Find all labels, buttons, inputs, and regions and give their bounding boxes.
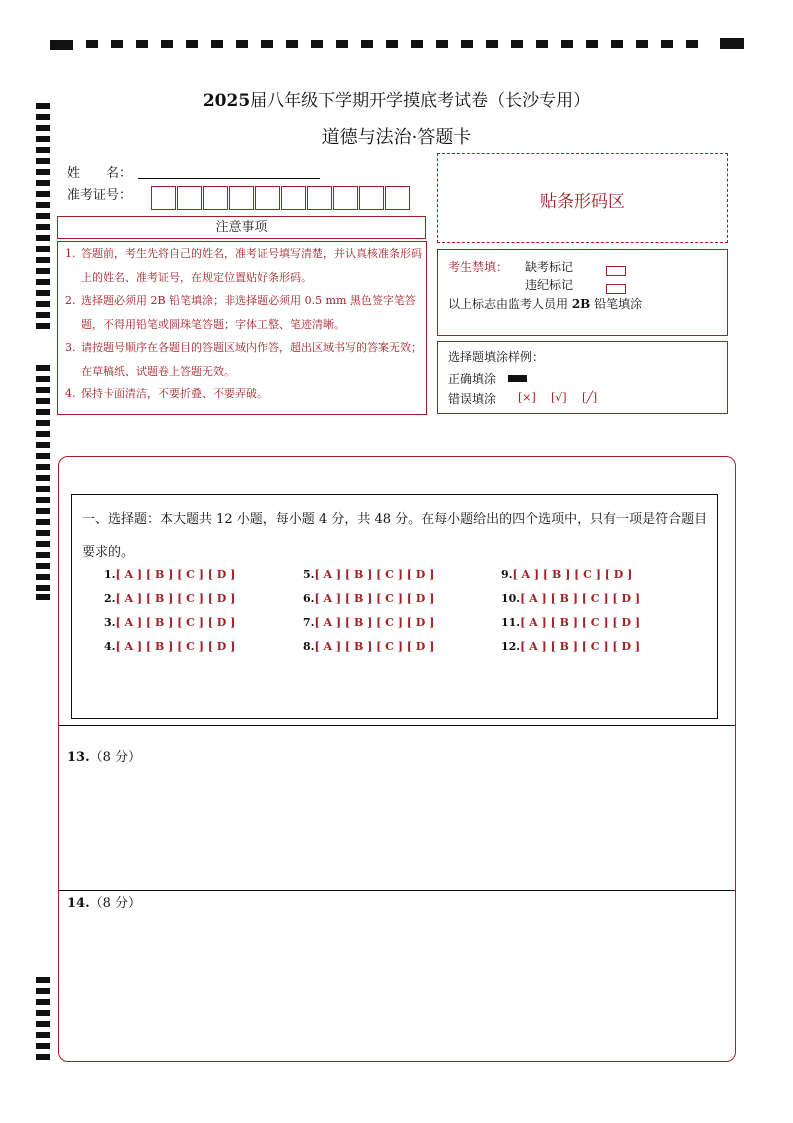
mc-instructions: 一、选择题：本大题共 12 小题，每小题 4 分，共 48 分。在每小题给出的四个选项中，只有一项是符合题目要求的。: [82, 512, 708, 560]
absent-mark[interactable]: [606, 260, 626, 279]
wrong-fill-label: 错误填涂: [448, 392, 497, 406]
mc-question-1[interactable]: 1.[ A ] [ B ] [ C ] [ D ]: [104, 568, 236, 581]
mc-question-11[interactable]: 11.[ A ] [ B ] [ C ] [ D ]: [501, 616, 641, 629]
notice-title: 注意事项: [57, 216, 426, 239]
mc-question-2[interactable]: 2.[ A ] [ B ] [ C ] [ D ]: [104, 592, 236, 605]
id-label: 准考证号：: [67, 188, 133, 203]
name-field[interactable]: [138, 178, 320, 179]
correct-fill-mark: [508, 375, 527, 382]
mc-section: [71, 494, 718, 719]
notice-item: 3. 请按题号顺序在各题目的答题区域内作答，超出区域书写的答案无效；在草稿纸、试题卷上答题无效。: [65, 341, 422, 378]
barcode-label: 贴条形码区: [540, 192, 625, 212]
wrong-mark-cross: [×]: [518, 391, 536, 404]
question-13-answer-area[interactable]: [59, 768, 735, 888]
wrong-mark-check: [√]: [551, 391, 567, 404]
fill-example-title: 选择题填涂样例：: [448, 350, 545, 364]
forbidden-box: [437, 249, 728, 336]
mc-question-10[interactable]: 10.[ A ] [ B ] [ C ] [ D ]: [501, 592, 641, 605]
violation-label: 违纪标记: [525, 278, 574, 292]
mc-question-8[interactable]: 8.[ A ] [ B ] [ C ] [ D ]: [303, 640, 435, 653]
mc-question-3[interactable]: 3.[ A ] [ B ] [ C ] [ D ]: [104, 616, 236, 629]
notice-item: 4. 保持卡面清洁，不要折叠、不要弄破。: [65, 387, 268, 400]
notice-item: 1. 答题前，考生先将自己的姓名，准考证号填写清楚，并认真核准条形码上的姓名、准考证号，在规定位置贴好条形码。: [65, 247, 422, 284]
forbidden-note: 以上标志由监考人员用 2B 铅笔填涂: [448, 297, 643, 311]
absent-label: 缺考标记: [525, 260, 574, 274]
page-title: 2025届八年级下学期开学摸底考试卷（长沙专用）: [202, 91, 591, 111]
mc-question-9[interactable]: 9.[ A ] [ B ] [ C ] [ D ]: [501, 568, 633, 581]
question-14-answer-area[interactable]: [59, 914, 735, 1054]
section-divider: [59, 890, 735, 891]
mc-question-12[interactable]: 12.[ A ] [ B ] [ C ] [ D ]: [501, 640, 641, 653]
forbidden-label: 考生禁填：: [448, 260, 509, 274]
notice-item: 2. 选择题必须用 2B 铅笔填涂；非选择题必须用 0.5 mm 黑色签字笔答题，不得用铅笔或圆珠笔答题；字体工整、笔迹清晰。: [65, 294, 416, 331]
page-subtitle: 道德与法治·答题卡: [321, 127, 472, 148]
name-label: 姓 名：: [67, 166, 133, 181]
barcode-area: [437, 153, 728, 243]
wrong-mark-slash: [╱]: [582, 391, 598, 404]
mc-question-5[interactable]: 5.[ A ] [ B ] [ C ] [ D ]: [303, 568, 435, 581]
question-14-heading: 14.（8 分）: [67, 896, 142, 911]
question-13-heading: 13.（8 分）: [67, 750, 142, 765]
mc-question-4[interactable]: 4.[ A ] [ B ] [ C ] [ D ]: [104, 640, 236, 653]
notice-box: [57, 241, 427, 415]
mc-question-6[interactable]: 6.[ A ] [ B ] [ C ] [ D ]: [303, 592, 435, 605]
fill-example-box: [437, 341, 728, 414]
mc-question-7[interactable]: 7.[ A ] [ B ] [ C ] [ D ]: [303, 616, 435, 629]
correct-fill-label: 正确填涂: [448, 372, 497, 386]
section-divider: [59, 725, 735, 726]
